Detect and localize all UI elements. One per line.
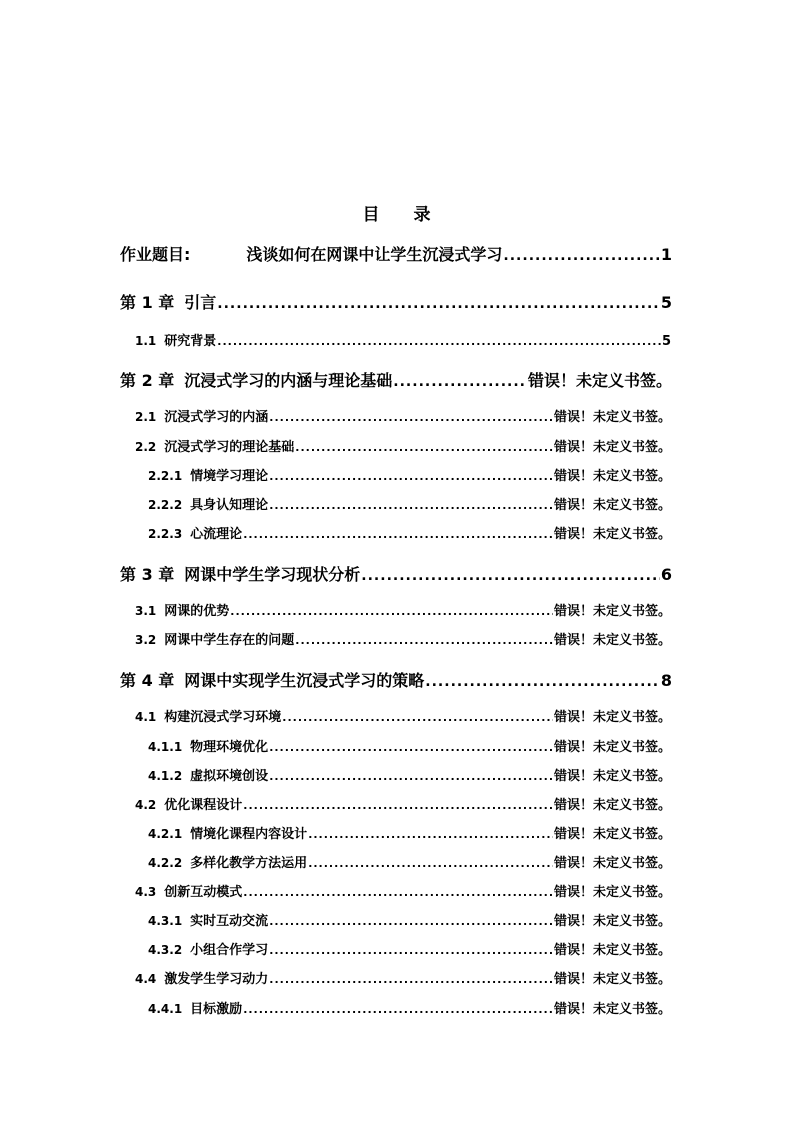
toc-dot-leader: [503, 248, 659, 264]
toc-entry[interactable]: [148, 823, 671, 842]
toc-entry-title: 优化课程设计: [164, 798, 243, 813]
toc-page-number: 错误！未定义书签。: [553, 710, 671, 725]
toc-dot-leader: [269, 499, 553, 512]
toc-page-number: 错误！未定义书签。: [553, 440, 671, 455]
toc-dot-leader: [269, 411, 553, 424]
toc-entry-number: 2.2: [135, 440, 157, 454]
toc-entry-title: 目标激励: [190, 1002, 243, 1017]
toc-page-number: 错误！未定义书签。: [553, 498, 671, 513]
toc-entry-number: 4.3: [135, 885, 157, 899]
toc-entry-title: 激发学生学习动力: [164, 972, 269, 987]
toc-page-number: 5: [660, 293, 672, 312]
toc-entry-number: 第 2 章: [120, 371, 175, 390]
toc-entry-title: 实时互动交流: [190, 914, 269, 929]
toc-entry-number: 4.4.1: [148, 1002, 183, 1016]
toc-entry-number: 3.2: [135, 633, 157, 647]
toc-entry-number: 2.2.3: [148, 527, 183, 541]
toc-entry-number: 2.1: [135, 410, 157, 424]
toc-entry-number: 1.1: [135, 334, 157, 348]
toc-entry[interactable]: [148, 494, 671, 513]
toc-entry-number: 4.3.2: [148, 943, 183, 957]
toc-dot-leader: [269, 741, 553, 754]
toc-entry-title: 创新互动模式: [164, 885, 243, 900]
toc-entry-number: 4.2.2: [148, 856, 183, 870]
toc-entry[interactable]: [148, 736, 671, 755]
toc-dot-leader: [269, 770, 553, 783]
toc-entry-title: 多样化教学方法运用: [190, 856, 308, 871]
toc-entry-number: 4.2.1: [148, 827, 183, 841]
toc-page-number: 错误！未定义书签。: [553, 769, 671, 784]
toc-page-number: 8: [660, 671, 672, 690]
toc-entry-title: 虚拟环境创设: [190, 769, 269, 784]
toc-entry-title: 网课中实现学生沉浸式学习的策略: [184, 671, 425, 690]
toc-dot-leader: [425, 674, 660, 690]
toc-dot-leader: [269, 944, 553, 957]
toc-dot-leader: [308, 828, 553, 841]
toc-page-number: 1: [660, 245, 672, 264]
toc-entry[interactable]: [135, 436, 671, 455]
toc-entry[interactable]: [135, 706, 671, 725]
toc-entry[interactable]: [148, 523, 671, 542]
toc-entry[interactable]: [135, 330, 671, 349]
toc-page-number: 错误！未定义书签。: [553, 856, 671, 871]
toc-dot-leader: [269, 915, 553, 928]
toc-dot-leader: [269, 470, 553, 483]
toc-page-number: 错误！未定义书签。: [553, 798, 671, 813]
toc-page-number: 错误！未定义书签。: [553, 633, 671, 648]
toc-entry[interactable]: [135, 968, 671, 987]
toc-entry[interactable]: [135, 881, 671, 900]
toc-entry[interactable]: [120, 242, 672, 265]
toc-entry[interactable]: [148, 939, 671, 958]
toc-entry-title: 网课的优势: [164, 604, 230, 619]
toc-entry[interactable]: [120, 668, 672, 691]
toc-page-number: 错误！未定义书签。: [553, 604, 671, 619]
toc-entry-number: 4.2: [135, 798, 157, 812]
toc-entry-title: 引言: [184, 293, 217, 312]
toc-dot-leader: [295, 441, 553, 454]
toc-dot-leader: [243, 1003, 553, 1016]
toc-page-number: 5: [661, 334, 671, 349]
toc-entry-title: 构建沉浸式学习环境: [164, 710, 282, 725]
toc-entry-title: 浅谈如何在网课中让学生沉浸式学习: [246, 245, 503, 264]
toc-entry-title: 沉浸式学习的内涵与理论基础: [184, 371, 393, 390]
toc-entry[interactable]: [135, 629, 671, 648]
toc-page-number: 错误！未定义书签。: [553, 527, 671, 542]
toc-dot-leader: [217, 296, 660, 312]
toc-entry-title: 情境学习理论: [190, 469, 269, 484]
toc-entry-number: 3.1: [135, 604, 157, 618]
toc-dot-leader: [295, 634, 553, 647]
toc-page-number: 错误！未定义书签。: [553, 885, 671, 900]
toc-entry-number: 第 4 章: [120, 671, 175, 690]
toc-page-number: 错误！未定义书签。: [553, 410, 671, 425]
toc-dot-leader: [230, 605, 553, 618]
toc-entry-number: 第 3 章: [120, 565, 175, 584]
toc-entry[interactable]: [120, 290, 672, 313]
toc-entry[interactable]: [148, 465, 671, 484]
toc-page-number: 错误！未定义书签。: [553, 972, 671, 987]
toc-entry[interactable]: [148, 765, 671, 784]
toc-entry[interactable]: [135, 406, 671, 425]
toc-page-number: 错误！未定义书签。: [553, 827, 671, 842]
toc-entry-number: 第 1 章: [120, 293, 175, 312]
toc-entry-number: 2.2.1: [148, 469, 183, 483]
toc-entry-number: 4.1.2: [148, 769, 183, 783]
toc-entry-number: 4.1: [135, 710, 157, 724]
toc-entry-title: 具身认知理论: [190, 498, 269, 513]
toc-entry[interactable]: [120, 562, 672, 585]
toc-dot-leader: [243, 886, 553, 899]
toc-entry-number: 作业题目:: [120, 245, 191, 264]
toc-page-number: 错误！未定义书签。: [553, 943, 671, 958]
toc-entry-title: 沉浸式学习的内涵: [164, 410, 269, 425]
toc-dot-leader: [217, 335, 661, 348]
toc-dot-leader: [243, 528, 553, 541]
toc-page-number: 6: [660, 565, 672, 584]
toc-entry[interactable]: [148, 998, 671, 1017]
toc-page-number: 错误！未定义书签。: [553, 469, 671, 484]
toc-entry[interactable]: [120, 368, 672, 391]
toc-entry[interactable]: [135, 794, 671, 813]
toc-entry-number: 4.4: [135, 972, 157, 986]
toc-dot-leader: [308, 857, 553, 870]
toc-entry-title: 物理环境优化: [190, 740, 269, 755]
toc-dot-leader: [269, 973, 553, 986]
toc-entry[interactable]: [135, 600, 671, 619]
toc-entry-title: 心流理论: [190, 527, 243, 542]
toc-page-number: 错误！未定义书签。: [553, 740, 671, 755]
toc-entry-number: 4.3.1: [148, 914, 183, 928]
toc-dot-leader: [393, 374, 527, 390]
toc-entry-number: 2.2.2: [148, 498, 183, 512]
toc-entry-title: 网课中学生学习现状分析: [184, 565, 361, 584]
toc-entry-title: 沉浸式学习的理论基础: [164, 440, 295, 455]
toc-entry-number: 4.1.1: [148, 740, 183, 754]
toc-page-number: 错误！未定义书签。: [527, 371, 672, 390]
toc-dot-leader: [243, 799, 553, 812]
toc-entry-title: 情境化课程内容设计: [190, 827, 308, 842]
toc-entry-title: 网课中学生存在的问题: [164, 633, 295, 648]
toc-dot-leader: [361, 568, 660, 584]
toc-title: 目 录: [362, 205, 445, 225]
toc-entry[interactable]: [148, 910, 671, 929]
toc-entry[interactable]: [148, 852, 671, 871]
toc-entry-title: 研究背景: [164, 334, 217, 349]
toc-page-number: 错误！未定义书签。: [553, 914, 671, 929]
toc-dot-leader: [282, 711, 553, 724]
toc-page-number: 错误！未定义书签。: [553, 1002, 671, 1017]
toc-entry-title: 小组合作学习: [190, 943, 269, 958]
